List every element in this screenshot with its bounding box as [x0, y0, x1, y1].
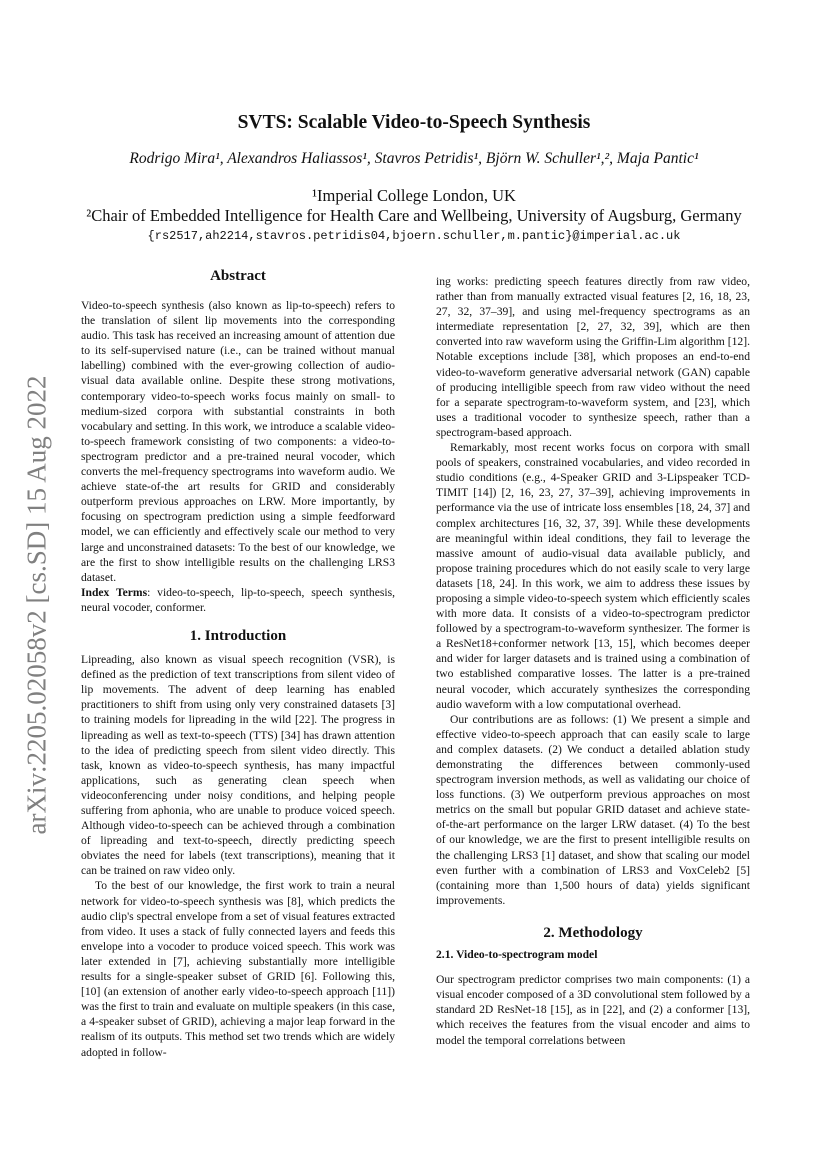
abstract-heading: Abstract	[210, 268, 266, 284]
intro-paragraph-2: To the best of our knowledge, the first work to train a neural network for video-to-speech synthesis was [8], which predicts the audio clip's spectral envelope from a set of visual features extracted from video. It uses a stack of fully connected layers and feeds this envelope into a vocoder to produce voiced speech. This work was later extended in [7], achieving substantially more intelligible results for a single-speaker subset of GRID [6]. Following this, [10] (an extension of another early video-to-speech approach [11]) was the first to train and evaluate on multiple speakers (in this case, a 4-speaker subset of GRID), achieving a major leap forward in the realism of its outputs. This method set two trends which are widely adopted in follow-	[81, 879, 395, 1059]
methodology-heading: 2. Methodology	[543, 924, 643, 941]
intro-paragraph-5: Our contributions are as follows: (1) We present a simple and effective video-to-speech approach that can easily scale to large and complex datasets. (2) We conduct a detailed ablation study demonstrating the differences between commonly-used spectrogram inversion methods, as well as validating our choice of loss functions. (3) We outperform previous approaches on most metrics on the small but popular GRID dataset and achieve state-of-the-art performance on the larger LRW dataset. (4) To the best of our knowledge, we are the first to present intelligible results on the challenging LRS3 [1] dataset, and show that scaling our model even further with a combination of LRS3 and VoxCeleb2 [5] (containing more than 1,500 hours of data) yields significant improvements.	[436, 712, 750, 907]
author-list: Rodrigo Mira¹, Alexandros Haliassos¹, Stavros Petridis¹, Björn W. Schuller¹,², Maja Pantic¹	[129, 150, 699, 167]
subsection-heading: 2.1. Video-to-spectrogram model	[436, 948, 598, 962]
affiliation-2: ²Chair of Embedded Intelligence for Health Care and Wellbeing, University of Augsburg, Germany	[86, 206, 742, 225]
intro-paragraph-3: ing works: predicting speech features directly from raw video, rather than from manually extracted visual features [2, 16, 18, 23, 27, 32, 37–39], and using mel-frequency spectrograms as an intermediate representation [2, 27, 32, 39], which are then converted into raw waveform using the Griffin-Lim algorithm [12]. Notable exceptions include [38], which proposes an end-to-end video-to-waveform generative adversarial network (GAN) capable of producing intelligible speech from raw video without the need for a separate spectrogram-to-waveform system, and [23], which uses a traditional vocoder to synthesize speech, rather than a spectrogram-based approach.	[436, 275, 750, 439]
index-terms	[81, 585, 395, 615]
left-column	[81, 298, 395, 1060]
method-paragraph-1: Our spectrogram predictor comprises two main components: (1) a visual encoder composed of a 3D convolutional stem followed by a standard 2D ResNet-18 [15], as in [22], and (2) a conformer [13], which receives the features from the visual encoder and aims to model the temporal correlations between	[436, 973, 750, 1047]
right-column	[436, 274, 750, 1048]
intro-paragraph-4: Remarkably, most recent works focus on corpora with small pools of speakers, constrained vocabularies, and video recorded in studio conditions (e.g., 4-Speaker GRID and 3-Lipspeaker TCD-TIMIT [14]) [2, 16, 23, 27, 37–39], achieving improvements in performance via the use of intricate loss ensembles [18, 24, 37] and complex architectures [16, 32, 37, 39]. While these developments are meaningful within ideal conditions, they fail to leverage the massive amount of audio-visual data available publicly, and propose training procedures which do not easily scale to very large datasets [18, 24]. In this work, we aim to address these issues by proposing a simple video-to-speech system which efficiently scales with more data. It consists of a video-to-spectrogram predictor followed by a spectrogram-to-waveform synthesizer. The former is a ResNet18+conformer network [13, 15], which becomes deeper and wider for larger datasets and is trained using a combination of two established comparative losses. The latter is a pre-trained neural vocoder, which accurately synthesizes the corresponding audio waveform with a low computational overhead.	[436, 441, 750, 711]
arxiv-sidebar-stamp	[12, 355, 62, 855]
author-emails: {rs2517,ah2214,stavros.petridis04,bjoern.schuller,m.pantic}@imperial.ac.uk	[147, 229, 681, 243]
intro-paragraph-1: Lipreading, also known as visual speech recognition (VSR), is defined as the prediction of text transcriptions from silent video of lip movements. The advent of deep learning has enabled practitioners to shift from using only very constrained datasets [3] to training models for lipreading in the wild [22]. The progress in lipreading as well as text-to-speech (TTS) [34] has drawn attention to the idea of predicting speech from silent video directly. This task, known as video-to-speech synthesis, has many impactful applications, such as generating clean speech when videoconferencing under noisy conditions, and helping people suffering from aphonia, who are unable to produce voiced speech. Although video-to-speech can be achieved through a combination of lipreading and text-to-speech, directly predicting speech obviates the need for labels (text transcriptions), meaning that it can be trained on raw video only.	[81, 653, 395, 878]
paper-title: SVTS: Scalable Video-to-Speech Synthesis	[237, 112, 591, 133]
abstract-text: Video-to-speech synthesis (also known as lip-to-speech) refers to the translation of silent lip movements into the corresponding audio. This task has received an increasing amount of attention due to its self-supervised nature (i.e., can be trained without manual labelling) combined with the ever-growing collection of audio-visual data available online. Despite these strong motivations, contemporary video-to-speech works focus mainly on small- to medium-sized corpora with substantial constraints in both vocabulary and setting. In this work, we introduce a scalable video-to-speech framework consisting of two components: a video-to-spectrogram predictor and a pre-trained neural vocoder, which converts the mel-frequency spectrograms into waveform audio. We achieve state-of-the art results for GRID and considerably outperform previous approaches on LRW. More importantly, by focusing on spectrogram prediction using a simple feedforward model, we can efficiently and effectively scale our method to very large and unconstrained datasets: To the best of our knowledge, we are the first to show intelligible results on the challenging LRS3 dataset.	[81, 299, 395, 584]
affiliation-1: ¹Imperial College London, UK	[312, 186, 516, 205]
index-terms-text: : video-to-speech, lip-to-speech, speech synthesis, neural vocoder, conformer.	[81, 585, 395, 614]
introduction-heading: 1. Introduction	[189, 627, 287, 644]
arxiv-identifier: arXiv:2205.02058v2 [cs.SD] 15 Aug 2022	[21, 375, 52, 835]
index-terms-label: Index Terms	[81, 585, 148, 599]
